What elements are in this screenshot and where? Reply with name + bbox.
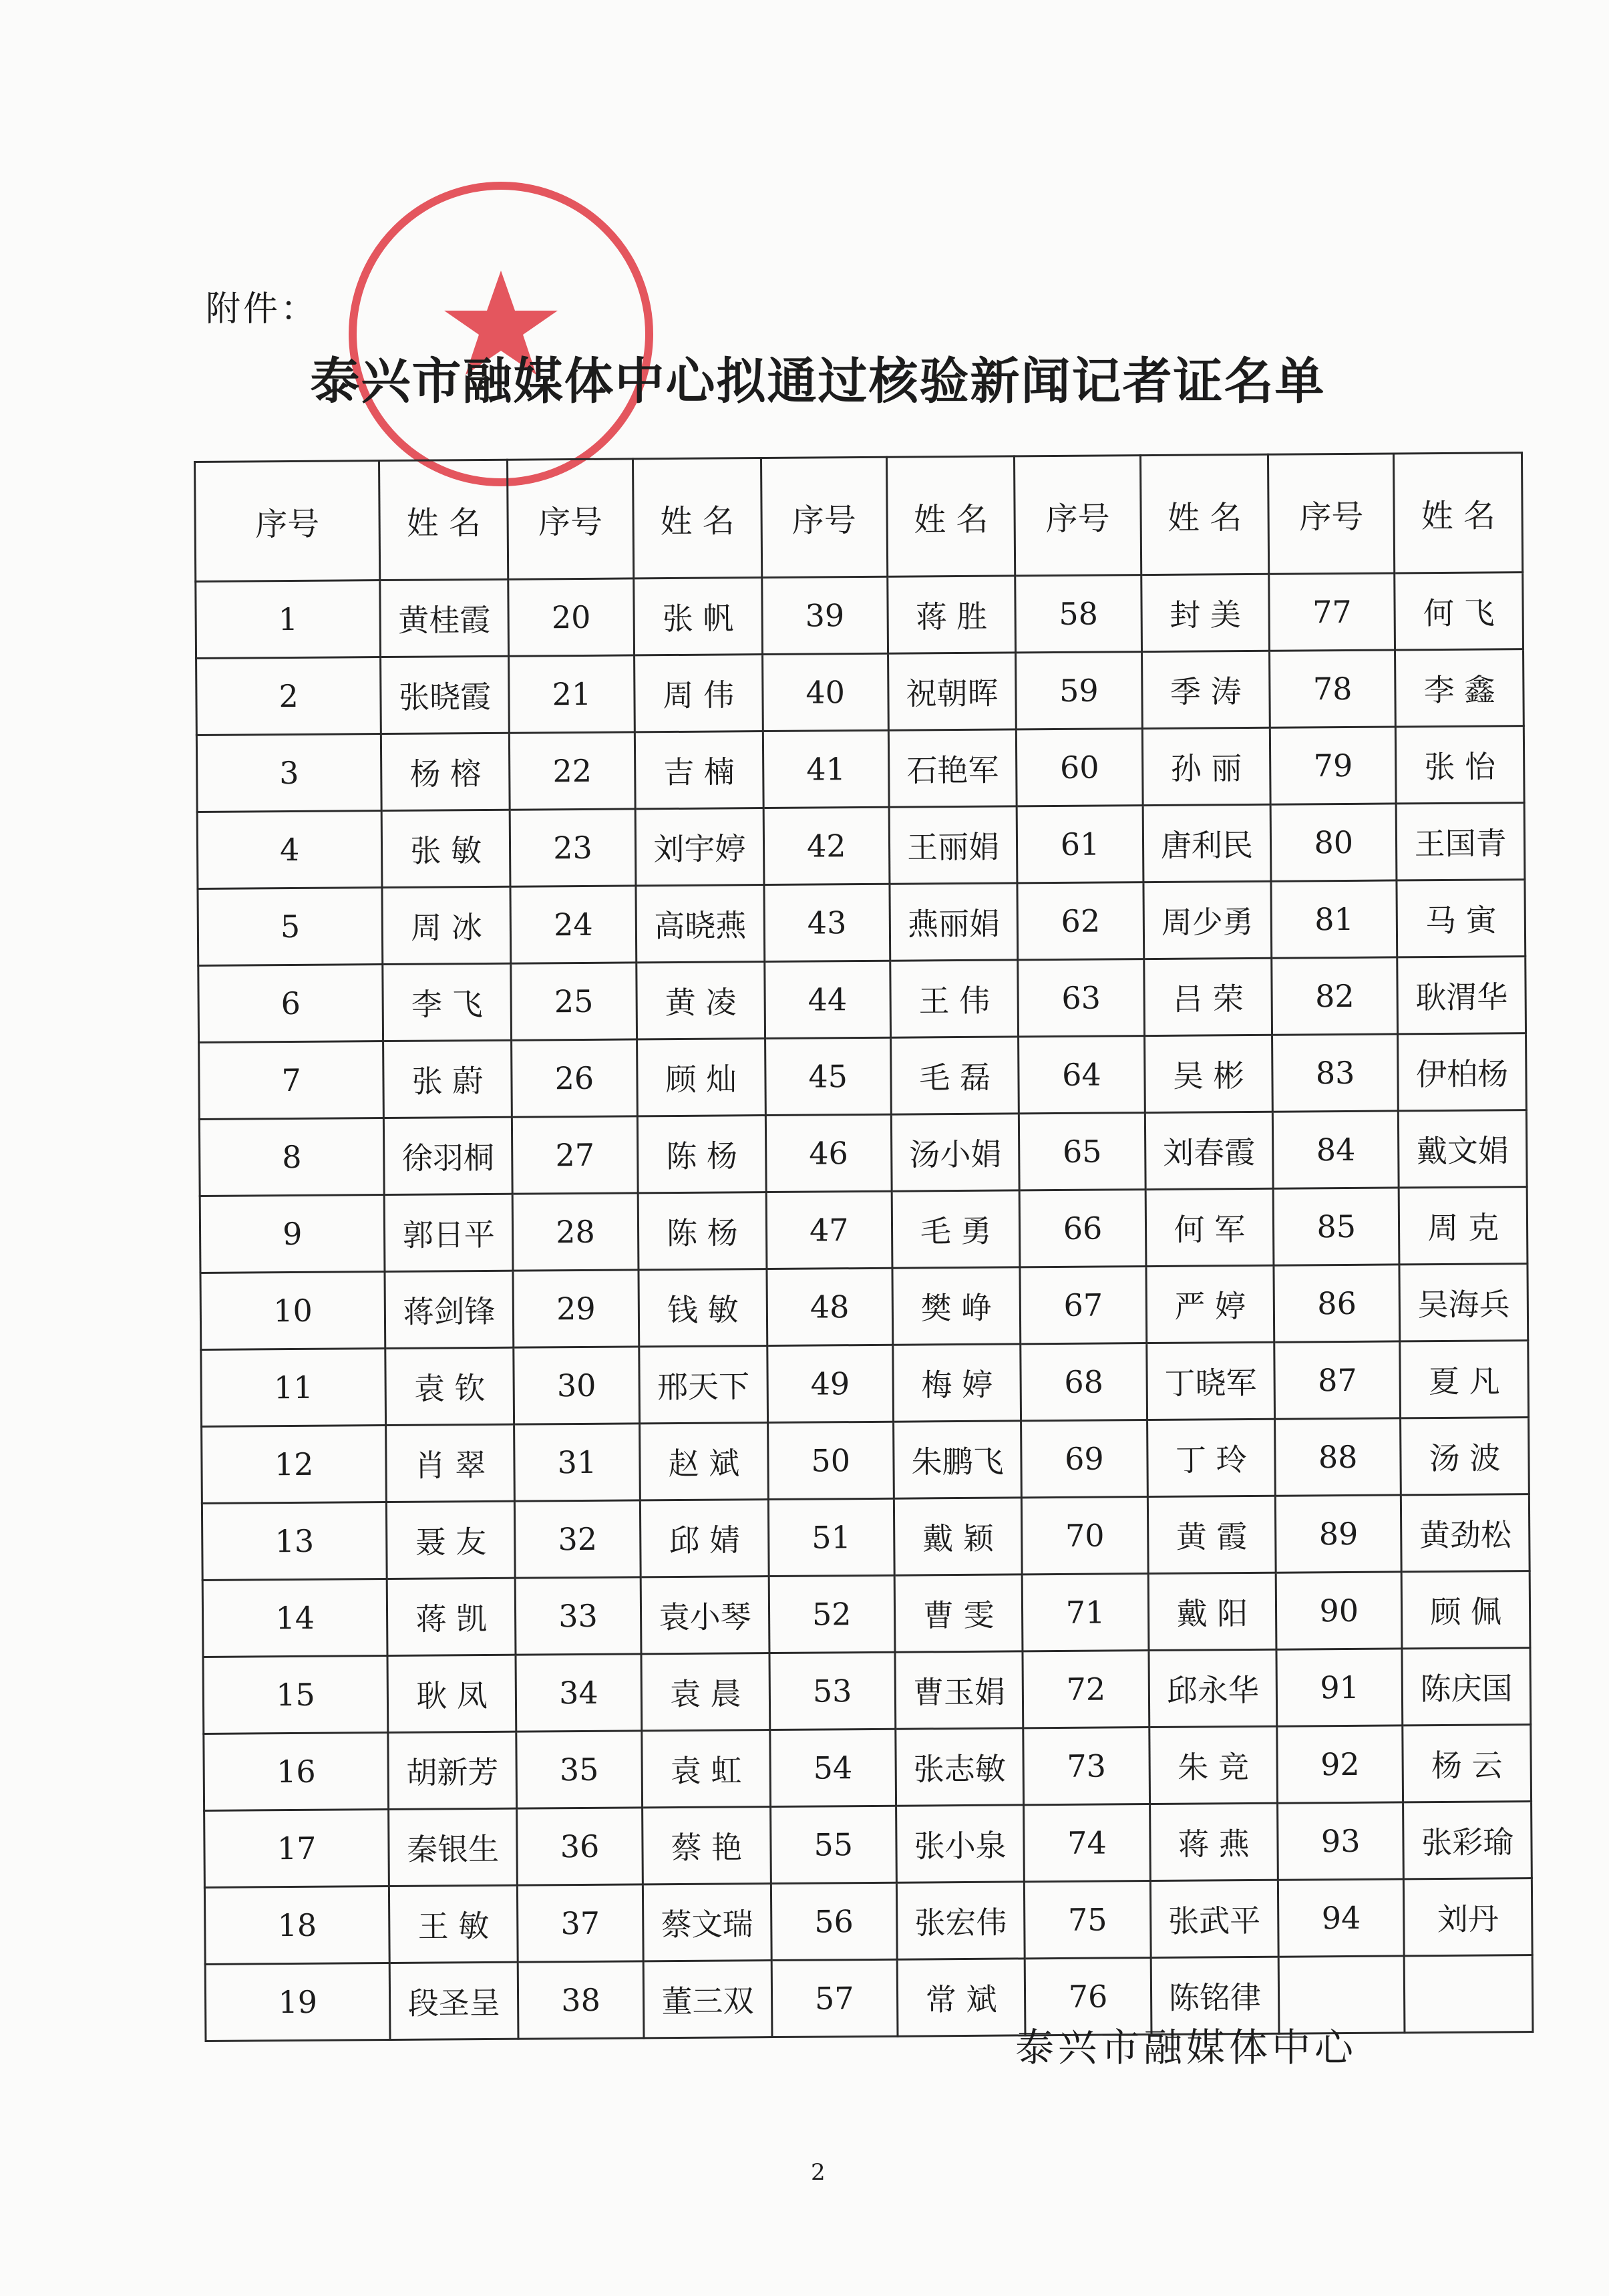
serial-cell: 7 xyxy=(199,1041,384,1120)
serial-cell: 12 xyxy=(202,1426,387,1504)
serial-cell: 55 xyxy=(770,1806,896,1883)
name-cell: 邱永华 xyxy=(1149,1649,1277,1727)
serial-cell: 44 xyxy=(764,961,890,1038)
name-cell: 夏 凡 xyxy=(1400,1341,1529,1418)
name-cell: 李 鑫 xyxy=(1395,649,1524,727)
serial-cell: 15 xyxy=(203,1656,388,1734)
name-cell: 陈 杨 xyxy=(638,1192,766,1270)
serial-cell: 75 xyxy=(1025,1881,1151,1959)
name-cell: 陈庆国 xyxy=(1402,1648,1531,1726)
serial-cell: 94 xyxy=(1278,1879,1405,1957)
serial-cell: 87 xyxy=(1274,1341,1401,1419)
serial-cell: 61 xyxy=(1017,806,1143,883)
serial-cell: 73 xyxy=(1023,1728,1149,1805)
name-cell: 孙 丽 xyxy=(1142,727,1270,805)
roster-table xyxy=(194,452,1534,2042)
name-cell: 邢天下 xyxy=(639,1346,767,1424)
name-cell: 张彩瑜 xyxy=(1403,1802,1532,1879)
serial-cell: 91 xyxy=(1276,1649,1403,1726)
serial-cell: 76 xyxy=(1025,1958,1151,2035)
table-header-row xyxy=(195,453,1523,582)
serial-cell: 74 xyxy=(1024,1804,1150,1882)
header-serial: 序号 xyxy=(761,457,887,577)
serial-cell: 38 xyxy=(518,1961,644,2039)
serial-cell: 67 xyxy=(1020,1267,1146,1344)
name-cell: 吴 彬 xyxy=(1144,1035,1272,1112)
serial-cell: 85 xyxy=(1273,1188,1399,1265)
name-cell: 袁 虹 xyxy=(642,1730,770,1808)
name-cell: 袁小琴 xyxy=(641,1577,769,1654)
serial-cell: 8 xyxy=(199,1118,384,1196)
name-cell: 周 克 xyxy=(1399,1187,1528,1265)
name-cell: 蒋 燕 xyxy=(1149,1803,1278,1880)
table-row xyxy=(196,649,1524,735)
serial-cell: 5 xyxy=(198,888,383,966)
serial-cell: 48 xyxy=(767,1268,893,1345)
name-cell: 汤 波 xyxy=(1401,1418,1530,1495)
name-cell: 燕丽娟 xyxy=(890,883,1018,961)
table-row xyxy=(196,572,1524,659)
header-name: 姓 名 xyxy=(633,458,762,579)
name-cell: 朱 竞 xyxy=(1149,1726,1277,1804)
name-cell: 戴 阳 xyxy=(1148,1573,1276,1650)
serial-cell: 47 xyxy=(766,1191,892,1269)
name-cell: 樊 峥 xyxy=(892,1267,1021,1345)
name-cell: 张 怡 xyxy=(1396,726,1525,804)
table-row xyxy=(199,1110,1527,1196)
name-cell: 张 敏 xyxy=(381,810,510,887)
serial-cell: 63 xyxy=(1018,959,1144,1037)
name-cell: 吉 楠 xyxy=(635,731,763,809)
name-cell: 祝朝晖 xyxy=(888,653,1016,730)
serial-cell: 64 xyxy=(1019,1036,1145,1114)
serial-cell: 58 xyxy=(1015,575,1141,653)
serial-cell: 25 xyxy=(511,963,637,1040)
serial-cell: 65 xyxy=(1019,1113,1145,1190)
name-cell: 常 斌 xyxy=(897,1959,1025,2036)
name-cell: 高晓燕 xyxy=(636,885,764,963)
name-cell: 耿 凤 xyxy=(387,1655,516,1732)
table-row xyxy=(204,1878,1532,1965)
serial-cell: 19 xyxy=(205,1963,390,2041)
table-row xyxy=(200,1187,1528,1273)
serial-cell: 71 xyxy=(1023,1574,1149,1651)
name-cell: 毛 磊 xyxy=(890,1037,1019,1114)
serial-cell: 37 xyxy=(517,1884,643,1962)
name-cell: 梅 婷 xyxy=(893,1344,1021,1422)
name-cell: 吕 荣 xyxy=(1143,958,1272,1035)
name-cell: 聂 友 xyxy=(387,1501,515,1579)
name-cell: 曹玉娟 xyxy=(895,1651,1023,1729)
name-cell: 丁晓军 xyxy=(1146,1342,1274,1420)
serial-cell: 33 xyxy=(515,1577,641,1655)
table-row xyxy=(200,1264,1528,1350)
name-cell: 丁 玲 xyxy=(1147,1419,1275,1496)
table-row xyxy=(196,726,1524,812)
serial-cell: 1 xyxy=(196,581,381,659)
serial-cell: 41 xyxy=(763,730,889,808)
header-serial: 序号 xyxy=(1015,456,1141,576)
serial-cell: 10 xyxy=(200,1272,385,1350)
serial-cell: 86 xyxy=(1274,1265,1400,1342)
table-row xyxy=(202,1494,1530,1581)
header-name: 姓 名 xyxy=(1394,453,1523,573)
name-cell: 刘丹 xyxy=(1404,1878,1533,1956)
serial-cell: 14 xyxy=(202,1579,387,1657)
name-cell: 袁 钦 xyxy=(385,1347,514,1425)
serial-cell: 11 xyxy=(201,1349,386,1427)
serial-cell: 92 xyxy=(1277,1726,1403,1803)
serial-cell: 60 xyxy=(1017,729,1143,806)
serial-cell: 30 xyxy=(514,1347,640,1424)
name-cell: 马 寅 xyxy=(1397,880,1526,957)
name-cell: 唐利民 xyxy=(1143,804,1271,882)
name-cell: 戴 颖 xyxy=(894,1498,1022,1575)
serial-cell: 13 xyxy=(202,1502,387,1581)
name-cell: 段圣呈 xyxy=(390,1962,518,2039)
table-row xyxy=(198,880,1526,966)
table-row xyxy=(203,1648,1531,1734)
serial-cell: 62 xyxy=(1017,882,1143,960)
serial-cell: 68 xyxy=(1021,1343,1147,1421)
serial-cell: 82 xyxy=(1272,957,1398,1035)
header-name: 姓 名 xyxy=(886,456,1015,577)
name-cell: 邱 婧 xyxy=(640,1500,768,1577)
serial-cell: 84 xyxy=(1273,1111,1399,1188)
table-row xyxy=(202,1571,1530,1657)
serial-cell: 54 xyxy=(769,1729,896,1806)
header-name: 姓 名 xyxy=(1140,454,1269,575)
name-cell: 钱 敏 xyxy=(639,1269,767,1347)
serial-cell: 16 xyxy=(204,1733,389,1811)
name-cell: 王丽娟 xyxy=(889,806,1017,884)
header-serial: 序号 xyxy=(195,461,381,582)
serial-cell: 27 xyxy=(512,1116,638,1194)
name-cell: 张 帆 xyxy=(634,578,762,655)
name-cell: 刘宇婷 xyxy=(635,808,763,886)
serial-cell: 80 xyxy=(1270,804,1397,881)
serial-cell: 18 xyxy=(204,1887,389,1965)
serial-cell: 40 xyxy=(762,653,888,731)
name-cell: 刘春霞 xyxy=(1145,1112,1273,1189)
serial-cell: 24 xyxy=(510,886,637,963)
name-cell: 张志敏 xyxy=(896,1728,1024,1806)
header-serial: 序号 xyxy=(507,459,633,579)
name-cell: 蔡 艳 xyxy=(643,1807,771,1884)
issuer-signature: 泰兴市融媒体中心 xyxy=(1015,2025,1358,2070)
name-cell: 张晓霞 xyxy=(381,656,509,733)
table-body xyxy=(196,572,1533,2041)
table-row xyxy=(201,1341,1529,1427)
name-cell: 王 敏 xyxy=(389,1885,518,1963)
serial-cell: 46 xyxy=(765,1114,892,1192)
serial-cell: 31 xyxy=(514,1424,641,1501)
serial-cell: 49 xyxy=(767,1345,893,1422)
serial-cell: 70 xyxy=(1022,1497,1148,1575)
serial-cell: 51 xyxy=(768,1498,894,1576)
name-cell: 陈 杨 xyxy=(637,1116,765,1193)
serial-cell: 39 xyxy=(761,577,888,654)
name-cell: 封 美 xyxy=(1141,574,1269,651)
table-row xyxy=(199,1033,1527,1120)
official-seal xyxy=(344,177,658,491)
serial-cell: 29 xyxy=(513,1270,639,1347)
serial-cell: 22 xyxy=(509,732,635,810)
serial-cell: 90 xyxy=(1276,1572,1402,1649)
name-cell: 蒋 胜 xyxy=(888,576,1016,653)
name-cell: 吴海兵 xyxy=(1399,1264,1528,1341)
serial-cell: 4 xyxy=(197,811,382,889)
serial-cell: 35 xyxy=(516,1731,643,1808)
name-cell: 袁 晨 xyxy=(641,1653,769,1731)
name-cell: 周 伟 xyxy=(635,655,763,732)
table-row xyxy=(204,1802,1532,1888)
name-cell: 郭日平 xyxy=(384,1194,512,1271)
serial-cell: 9 xyxy=(200,1195,385,1273)
header-name: 姓 名 xyxy=(379,460,508,580)
name-cell: 黄桂霞 xyxy=(380,579,508,657)
serial-cell: 2 xyxy=(196,657,381,735)
serial-cell: 56 xyxy=(771,1882,897,1960)
name-cell: 耿渭华 xyxy=(1397,957,1526,1034)
name-cell: 张武平 xyxy=(1150,1880,1278,1957)
name-cell: 黄 凌 xyxy=(637,962,765,1039)
name-cell: 李 飞 xyxy=(383,963,511,1041)
serial-cell: 57 xyxy=(771,1959,898,2037)
serial-cell: 36 xyxy=(517,1808,643,1885)
serial-cell: 72 xyxy=(1023,1651,1149,1728)
serial-cell: 79 xyxy=(1270,727,1397,804)
serial-cell: 43 xyxy=(764,884,890,961)
name-cell: 杨 榕 xyxy=(381,733,510,810)
name-cell: 肖 翠 xyxy=(386,1424,514,1502)
attachment-label: 附件： xyxy=(206,289,319,329)
name-cell: 周 冰 xyxy=(382,886,510,964)
name-cell: 王国青 xyxy=(1396,803,1525,880)
name-cell: 胡新芳 xyxy=(388,1732,516,1809)
name-cell: 顾 灿 xyxy=(637,1039,765,1116)
document-title: 泰兴市融媒体中心拟通过核验新闻记者证名单 xyxy=(310,353,1326,410)
name-cell: 石艳军 xyxy=(888,729,1017,807)
name-cell: 蔡文瑞 xyxy=(643,1884,771,1961)
name-cell xyxy=(1404,1955,1533,2033)
name-cell: 严 婷 xyxy=(1145,1265,1274,1343)
name-cell: 伊柏杨 xyxy=(1398,1033,1527,1111)
name-cell: 黄劲松 xyxy=(1401,1494,1530,1572)
serial-cell: 52 xyxy=(769,1575,895,1653)
name-cell: 蒋 凯 xyxy=(387,1578,515,1655)
name-cell: 陈铭律 xyxy=(1151,1957,1279,2034)
name-cell: 董三双 xyxy=(643,1961,771,2038)
serial-cell: 21 xyxy=(508,655,635,733)
name-cell: 杨 云 xyxy=(1403,1725,1532,1802)
table-row xyxy=(204,1725,1532,1811)
name-cell: 王 伟 xyxy=(890,960,1019,1037)
table-row xyxy=(197,803,1525,889)
serial-cell: 6 xyxy=(198,965,383,1043)
serial-cell: 32 xyxy=(514,1500,641,1578)
serial-cell: 3 xyxy=(196,734,381,812)
name-cell: 毛 勇 xyxy=(892,1190,1020,1268)
name-cell: 曹 雯 xyxy=(894,1575,1023,1652)
table-row xyxy=(202,1418,1530,1504)
serial-cell: 20 xyxy=(508,579,635,656)
serial-cell: 89 xyxy=(1276,1495,1402,1573)
name-cell: 顾 佩 xyxy=(1401,1571,1530,1649)
serial-cell: 66 xyxy=(1020,1190,1146,1267)
serial-cell: 23 xyxy=(510,809,636,886)
name-cell: 徐羽桐 xyxy=(384,1117,512,1194)
serial-cell: 53 xyxy=(769,1652,896,1730)
header-serial: 序号 xyxy=(1268,454,1395,574)
name-cell: 张宏伟 xyxy=(896,1882,1025,1959)
serial-cell: 78 xyxy=(1270,650,1396,727)
serial-cell: 50 xyxy=(767,1422,894,1499)
serial-cell: 28 xyxy=(512,1193,639,1271)
serial-cell: 83 xyxy=(1272,1034,1399,1112)
name-cell: 张 蔚 xyxy=(383,1040,512,1118)
serial-cell: 69 xyxy=(1021,1420,1147,1498)
name-cell: 朱鹏飞 xyxy=(893,1421,1021,1498)
serial-cell: 59 xyxy=(1016,652,1142,729)
serial-cell: 17 xyxy=(204,1810,389,1888)
serial-cell: 42 xyxy=(763,807,890,884)
name-cell: 戴文娟 xyxy=(1399,1110,1528,1188)
name-cell: 秦银生 xyxy=(389,1808,517,1886)
page-number: 2 xyxy=(811,2159,826,2186)
serial-cell: 26 xyxy=(512,1039,638,1117)
name-cell: 黄 霞 xyxy=(1147,1496,1276,1573)
name-cell: 周少勇 xyxy=(1143,881,1271,959)
name-cell: 汤小娟 xyxy=(891,1114,1019,1191)
name-cell: 何 军 xyxy=(1145,1188,1274,1266)
name-cell: 何 飞 xyxy=(1395,572,1524,650)
serial-cell: 88 xyxy=(1275,1418,1401,1496)
name-cell: 张小泉 xyxy=(896,1805,1024,1882)
name-cell: 蒋剑锋 xyxy=(385,1271,513,1348)
serial-cell: 77 xyxy=(1269,573,1395,651)
serial-cell: 34 xyxy=(516,1654,642,1732)
table-row xyxy=(198,957,1526,1043)
serial-cell: 93 xyxy=(1278,1802,1404,1880)
name-cell: 季 涛 xyxy=(1141,651,1270,728)
serial-cell: 45 xyxy=(765,1037,891,1115)
serial-cell: 81 xyxy=(1271,880,1397,958)
name-cell: 赵 斌 xyxy=(640,1423,768,1500)
